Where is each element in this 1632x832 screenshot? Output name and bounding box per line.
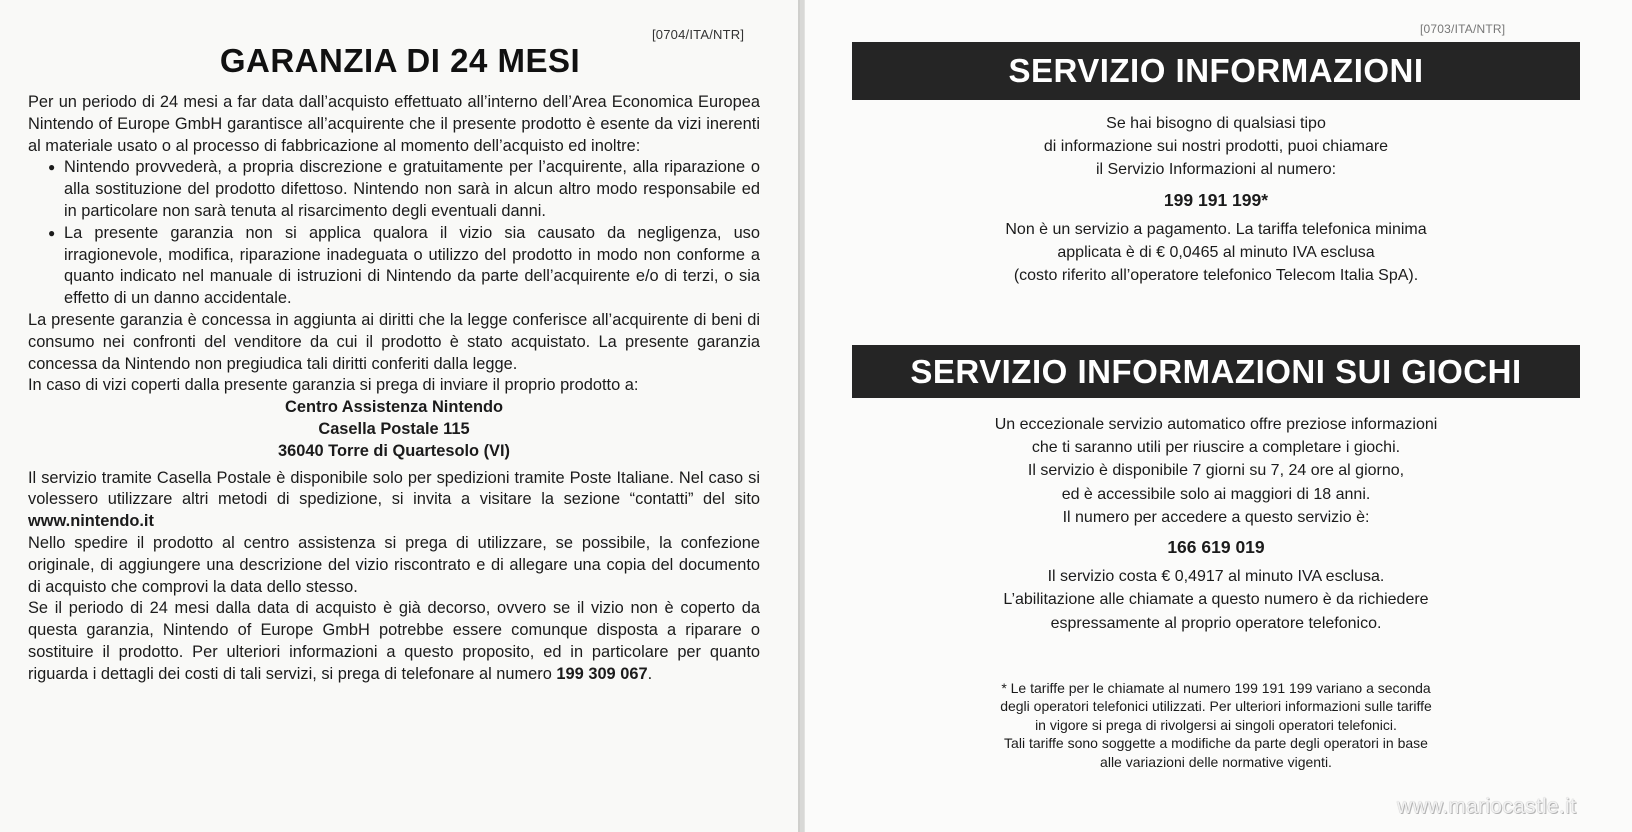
list-item: ● Nintendo provvederà, a propria discrezione e gratuitamente per l’acquirente, alla riparazione o alla sostituzione del prodotto difettoso. Nintendo non sarà in alcun altro modo responsabile ed in particolare non sarà tenuta al risarcimento degli eventuali danni. [48, 158, 760, 220]
games-service-block: Un eccezionale servizio automatico offre preziose informazioni che ti saranno utili per riuscire a completare i giochi. Il servizio è disponibile 7 giorni su 7, 24 ore al giorno, ed è accessibile solo ai maggiori di 18 anni. Il numero per accedere a questo servizio è: 166 619 019 Il servizio costa € 0,4917 al minuto IVA esclusa. L’abilitazione alle chiamate a questo numero è da richiedere espressamente al proprio operatore telefonico. [852, 413, 1580, 635]
warranty-postal: Il servizio tramite Casella Postale è disponibile solo per spedizioni tramite Poste Italiane. Nel caso si volessero utilizzare altri metodi di spedizione, si invita a visitare la sezione “contatti” del sito www.nintendo.it [28, 468, 760, 531]
info-service-block: Se hai bisogno di qualsiasi tipo di informazione sui nostri prodotti, puoi chiamare il Servizio Informazioni al numero: 199 191 199* Non è un servizio a pagamento. La tariffa telefonica minima applicata è di € 0,0465 al minuto IVA esclusa (costo riferito all’operatore telefonico Telecom Italia SpA). [852, 112, 1580, 287]
warranty-additional: La presente garanzia è concessa in aggiunta ai diritti che la legge conferisce all’acquirente di beni di consumo nei confronti del venditore da cui il prodotto è stato acquistato. La presente garanzia concessa da Nintendo non pregiudica tali diritti conferiti dalla legge. [28, 310, 760, 373]
bullet-icon: ● [48, 160, 56, 175]
address-line: Casella Postale 115 [318, 419, 470, 438]
info-service-title: SERVIZIO INFORMAZIONI [852, 42, 1580, 100]
warranty-phone: 199 309 067 [556, 664, 648, 683]
bullet-icon: ● [48, 225, 56, 240]
warranty-title: GARANZIA DI 24 MESI [219, 42, 581, 79]
warranty-packing: Nello spedire il prodotto al centro assistenza si prega di utilizzare, se possibile, la confezione originale, di aggiungere una descrizione del vizio riscontrato e di allegare una copia del documento di acquisto che comprovi la data dello stesso. [28, 533, 760, 596]
left-page-code: [0704/ITA/NTR] [652, 27, 745, 42]
right-page-code: [0703/ITA/NTR] [1420, 22, 1506, 36]
watermark: www.mariocastle.it [1397, 795, 1577, 818]
warranty-expired: Se il periodo di 24 mesi dalla data di acquisto è già decorso, ovvero se il vizio non è coperto da questa garanzia, Nintendo of Europe GmbH potrebbe essere comunque disposta a riparare o sostituire il prodotto. Per ulteriori informazioni a questo proposito, ed in particolare per quanto riguarda i dettagli dei costi di tali servizi, si prega di telefonare al numero 199 309 067. [28, 599, 760, 683]
warranty-bullets [28, 157, 760, 310]
service-address [28, 397, 760, 462]
address-line: 36040 Torre di Quartesolo (VI) [278, 441, 510, 460]
warranty-send: In caso di vizi coperti dalla presente garanzia si prega di inviare il proprio prodotto a: [28, 376, 639, 395]
address-line: Centro Assistenza Nintendo [285, 398, 503, 417]
warranty-intro: Per un periodo di 24 mesi a far data dall’acquisto effettuato all’interno dell’Area Economica Europea Nintendo of Europe GmbH garantisce all’acquirente che il presente prodotto è esente da vizi inerenti al materiale usato o al processo di fabbricazione al momento dell’acquisto ed inoltre: [28, 93, 760, 155]
info-service-phone: 199 191 199* [1163, 189, 1269, 210]
warranty-body [28, 92, 760, 686]
website-link[interactable]: www.nintendo.it [28, 512, 154, 531]
games-service-phone: 166 619 019 [1167, 537, 1265, 558]
games-service-title: SERVIZIO INFORMAZIONI SUI GIOCHI [852, 345, 1580, 398]
list-item: ● La presente garanzia non si applica qualora il vizio sia causato da negligenza, uso irragionevole, modifica, riparazione inadeguata o utilizzo del prodotto in modo non conforme a quanto indicato nel manuale di istruzioni di Nintendo da parte dell’acquirente e/o di terzi, o sia effetto di un danno accidentale. [48, 223, 760, 308]
tariff-footnote: * Le tariffe per le chiamate al numero 199 191 199 variano a seconda degli operatori telefonici utilizzati. Per ulteriori informazioni sulle tariffe in vigore si prega di rivolgersi ai singoli operatori telefonici. Tali tariffe sono soggette a modifiche da parte degli operatori in base alle variazioni delle normative vigenti. [1000, 680, 1432, 770]
